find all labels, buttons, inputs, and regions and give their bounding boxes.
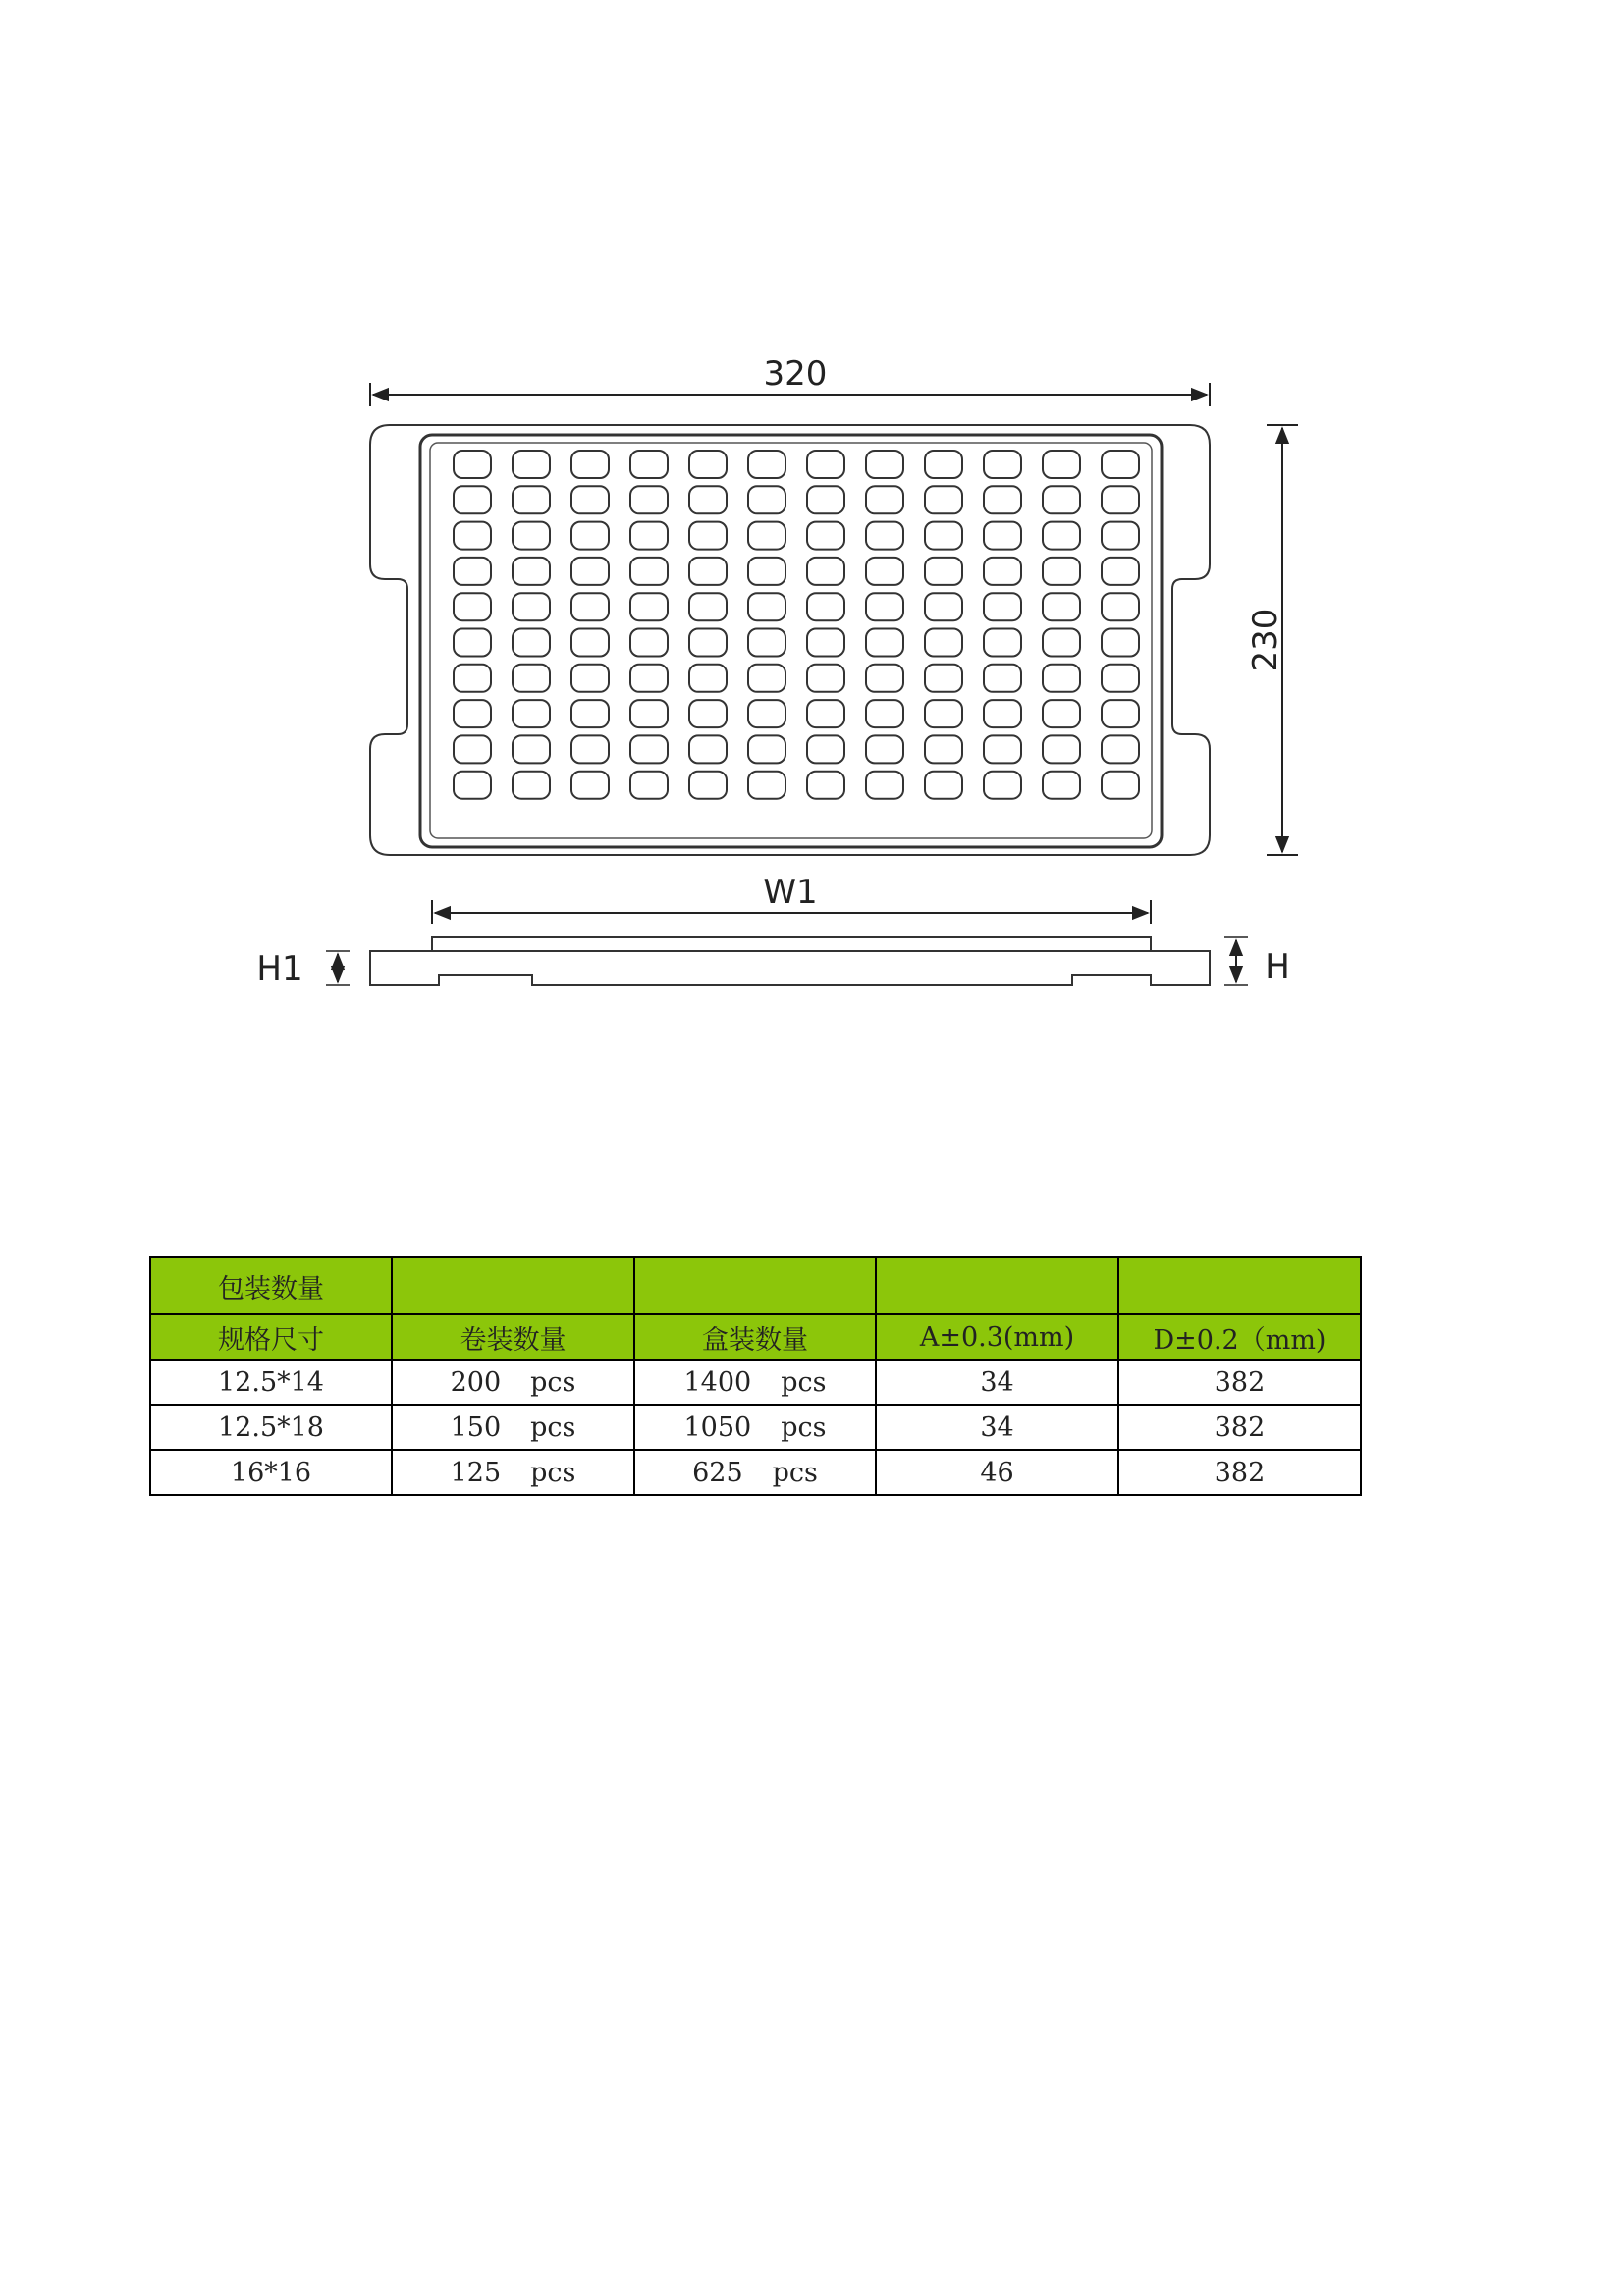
header-size: 规格尺寸 — [150, 1314, 392, 1360]
pocket — [925, 665, 962, 692]
pocket — [748, 665, 785, 692]
pocket — [984, 629, 1021, 657]
box-qty-unit: pcs — [781, 1366, 827, 1398]
box-qty-value: 1050 — [683, 1412, 752, 1443]
header-row-2 — [150, 1314, 1361, 1360]
pocket — [984, 772, 1021, 799]
pocket — [689, 665, 727, 692]
header-a: A±0.3(mm) — [876, 1314, 1118, 1360]
pocket — [866, 593, 903, 620]
pocket — [984, 522, 1021, 550]
pocket — [689, 593, 727, 620]
pocket — [630, 665, 668, 692]
pocket — [1102, 700, 1139, 727]
pocket — [866, 558, 903, 585]
cell-a: 46 — [876, 1450, 1118, 1495]
reel-qty-unit: pcs — [530, 1457, 576, 1488]
side-profile — [256, 873, 1289, 988]
pocket — [630, 700, 668, 727]
header-box-qty: 盒装数量 — [634, 1314, 876, 1360]
pocket — [1043, 665, 1080, 692]
pocket — [866, 700, 903, 727]
cell-size: 12.5*14 — [150, 1360, 392, 1405]
pocket — [984, 700, 1021, 727]
pocket — [984, 486, 1021, 513]
box-qty-unit: pcs — [772, 1457, 818, 1488]
pocket — [571, 558, 609, 585]
pocket — [807, 593, 844, 620]
pocket — [925, 629, 962, 657]
height-dimension — [1246, 425, 1298, 855]
pocket — [1043, 451, 1080, 478]
pocket — [689, 772, 727, 799]
header-empty — [634, 1257, 876, 1314]
pocket — [630, 451, 668, 478]
pocket — [1043, 522, 1080, 550]
pocket — [984, 451, 1021, 478]
pocket — [1043, 593, 1080, 620]
pocket — [984, 558, 1021, 585]
tray-outline — [370, 425, 1210, 855]
pocket — [1043, 772, 1080, 799]
pocket — [807, 772, 844, 799]
pocket — [454, 451, 491, 478]
pocket — [984, 665, 1021, 692]
pocket — [513, 486, 550, 513]
profile-body — [370, 951, 1210, 985]
height-label: 230 — [1246, 608, 1285, 672]
pocket — [925, 735, 962, 763]
pocket — [925, 522, 962, 550]
cell-d: 382 — [1118, 1405, 1361, 1450]
pocket — [866, 451, 903, 478]
pocket — [513, 593, 550, 620]
tray-inner-rim — [420, 435, 1162, 847]
header-empty — [876, 1257, 1118, 1314]
pocket — [1102, 558, 1139, 585]
w1-label: W1 — [763, 873, 818, 912]
pocket — [807, 629, 844, 657]
pocket — [748, 486, 785, 513]
header-empty — [1118, 1257, 1361, 1314]
pocket — [689, 629, 727, 657]
pocket — [571, 735, 609, 763]
pocket — [1043, 486, 1080, 513]
cell-a: 34 — [876, 1405, 1118, 1450]
pocket — [689, 451, 727, 478]
cell-box-qty — [634, 1360, 876, 1405]
pocket — [630, 772, 668, 799]
pocket — [1043, 735, 1080, 763]
pocket — [630, 735, 668, 763]
pocket — [454, 735, 491, 763]
packing-spec-table — [149, 1256, 1362, 1496]
pocket — [689, 558, 727, 585]
table-row — [150, 1360, 1361, 1405]
pocket — [925, 486, 962, 513]
cell-box-qty — [634, 1450, 876, 1495]
pocket — [571, 486, 609, 513]
header-row-1 — [150, 1257, 1361, 1314]
profile-top-flange — [432, 937, 1151, 951]
pocket — [866, 522, 903, 550]
pocket — [513, 700, 550, 727]
reel-qty-value: 150 — [450, 1412, 502, 1443]
pocket — [925, 593, 962, 620]
tray-drawing — [0, 0, 1624, 1041]
cell-reel-qty — [392, 1405, 634, 1450]
pocket — [748, 735, 785, 763]
pocket — [454, 558, 491, 585]
table-row — [150, 1405, 1361, 1450]
pocket — [454, 665, 491, 692]
header-d: D±0.2（mm) — [1118, 1314, 1361, 1360]
pocket — [689, 486, 727, 513]
pocket — [454, 772, 491, 799]
pocket — [807, 558, 844, 585]
pocket — [630, 593, 668, 620]
pocket — [925, 772, 962, 799]
pocket — [630, 522, 668, 550]
pocket — [984, 735, 1021, 763]
pocket — [513, 451, 550, 478]
pocket — [748, 593, 785, 620]
box-qty-value: 625 — [692, 1457, 743, 1488]
pocket — [1043, 700, 1080, 727]
header-packing-qty: 包装数量 — [150, 1257, 392, 1314]
cell-d: 382 — [1118, 1450, 1361, 1495]
pocket — [866, 772, 903, 799]
pocket — [571, 593, 609, 620]
pocket — [513, 558, 550, 585]
pocket — [689, 735, 727, 763]
cell-size: 12.5*18 — [150, 1405, 392, 1450]
cell-a: 34 — [876, 1360, 1118, 1405]
cell-reel-qty — [392, 1450, 634, 1495]
cell-size: 16*16 — [150, 1450, 392, 1495]
h1-label: H1 — [256, 949, 303, 988]
pocket — [630, 629, 668, 657]
pocket — [454, 522, 491, 550]
pocket — [807, 700, 844, 727]
table-row — [150, 1450, 1361, 1495]
cell-reel-qty — [392, 1360, 634, 1405]
pocket — [454, 593, 491, 620]
pocket — [1102, 772, 1139, 799]
pocket — [807, 665, 844, 692]
pocket — [571, 522, 609, 550]
pocket — [571, 629, 609, 657]
pocket — [513, 772, 550, 799]
pocket — [1102, 593, 1139, 620]
pocket — [748, 558, 785, 585]
pocket — [748, 629, 785, 657]
pocket — [1043, 629, 1080, 657]
width-label: 320 — [763, 354, 828, 394]
pocket — [866, 486, 903, 513]
header-reel-qty: 卷装数量 — [392, 1314, 634, 1360]
pocket — [571, 665, 609, 692]
pocket — [748, 700, 785, 727]
pocket — [630, 486, 668, 513]
pocket — [925, 558, 962, 585]
pocket-grid — [454, 451, 1139, 799]
reel-qty-value: 125 — [450, 1457, 502, 1488]
pocket — [866, 629, 903, 657]
pocket — [807, 522, 844, 550]
pocket — [925, 451, 962, 478]
pocket — [984, 593, 1021, 620]
pocket — [1102, 665, 1139, 692]
pocket — [630, 558, 668, 585]
pocket — [571, 772, 609, 799]
pocket — [925, 700, 962, 727]
pocket — [571, 700, 609, 727]
pocket — [1102, 451, 1139, 478]
width-dimension — [370, 354, 1210, 406]
pocket — [571, 451, 609, 478]
pocket — [1102, 522, 1139, 550]
pocket — [807, 486, 844, 513]
pocket — [748, 451, 785, 478]
pocket — [866, 735, 903, 763]
pocket — [513, 522, 550, 550]
header-empty — [392, 1257, 634, 1314]
pocket — [689, 700, 727, 727]
pocket — [748, 772, 785, 799]
box-qty-value: 1400 — [683, 1366, 752, 1398]
pocket — [454, 700, 491, 727]
pocket — [748, 522, 785, 550]
pocket — [1102, 735, 1139, 763]
reel-qty-unit: pcs — [530, 1366, 576, 1398]
pocket — [1102, 629, 1139, 657]
cell-d: 382 — [1118, 1360, 1361, 1405]
pocket — [1102, 486, 1139, 513]
pocket — [807, 451, 844, 478]
pocket — [454, 486, 491, 513]
pocket — [513, 665, 550, 692]
pocket — [866, 665, 903, 692]
pocket — [513, 735, 550, 763]
pocket — [689, 522, 727, 550]
pocket — [807, 735, 844, 763]
cell-box-qty — [634, 1405, 876, 1450]
h-label: H — [1265, 947, 1290, 987]
reel-qty-value: 200 — [450, 1366, 502, 1398]
box-qty-unit: pcs — [781, 1412, 827, 1443]
pocket — [1043, 558, 1080, 585]
pocket — [454, 629, 491, 657]
reel-qty-unit: pcs — [530, 1412, 576, 1443]
pocket — [513, 629, 550, 657]
